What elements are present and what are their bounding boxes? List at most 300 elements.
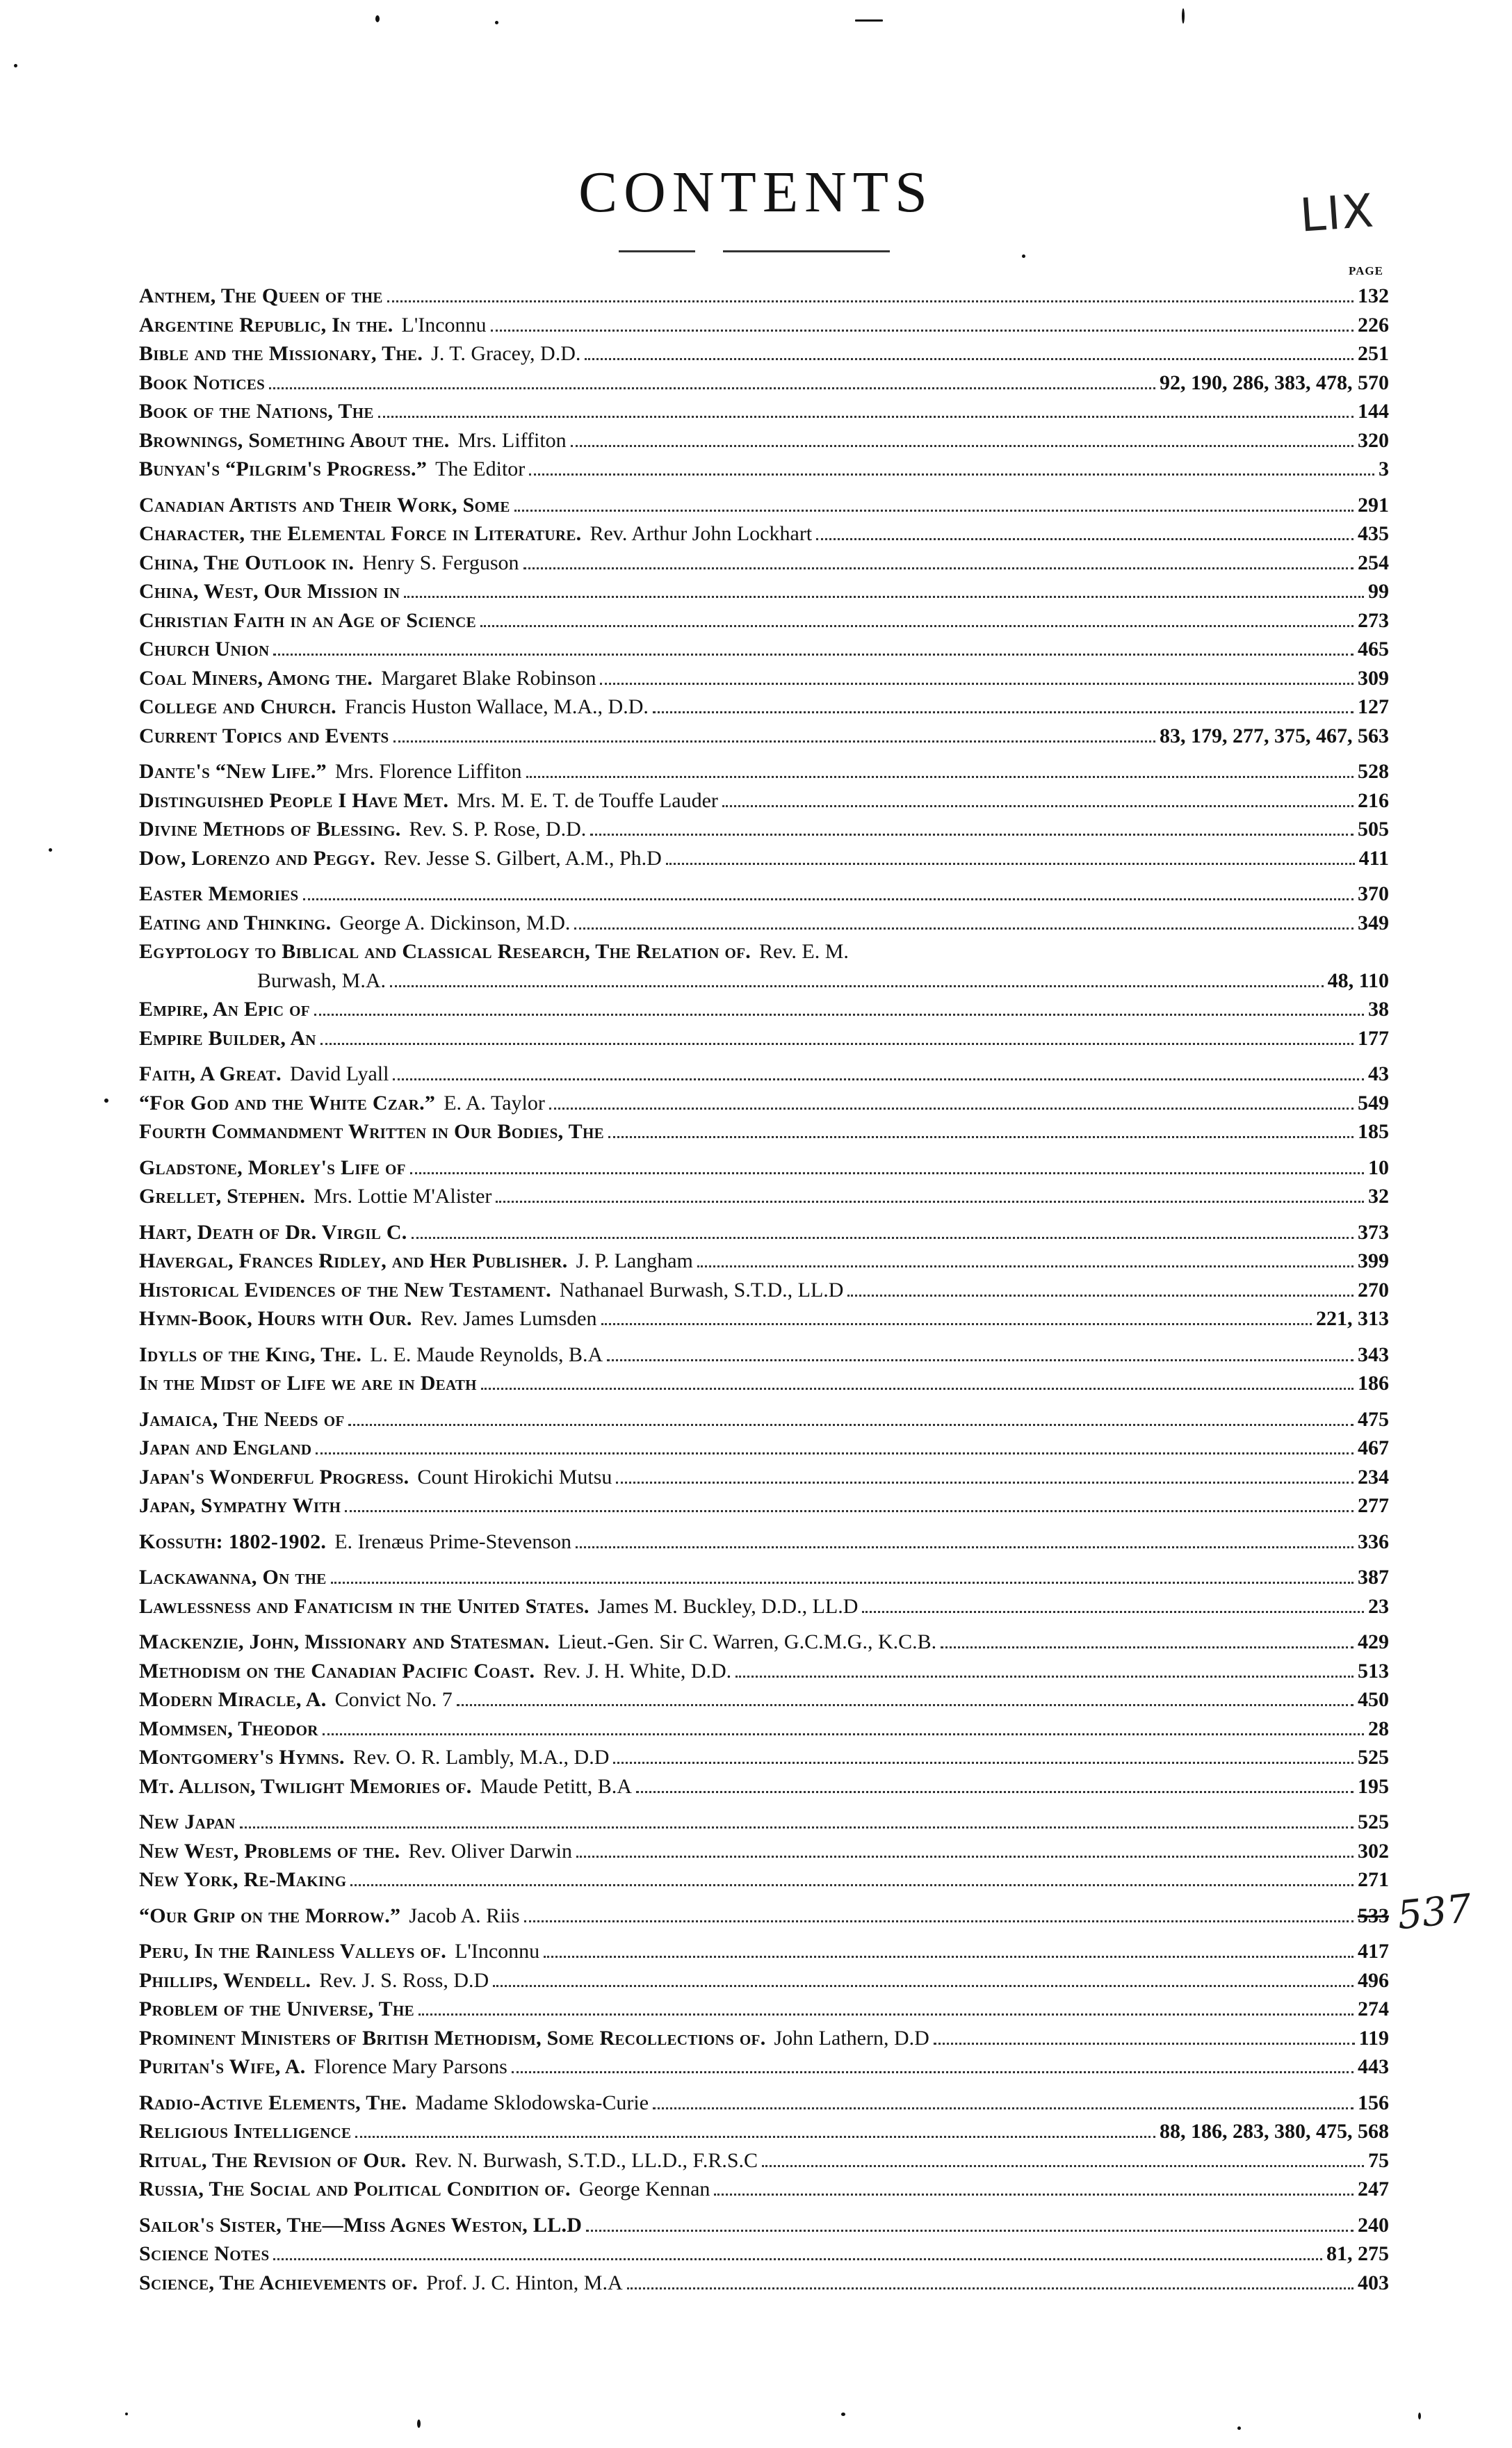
scan-speck bbox=[104, 1099, 108, 1103]
dot-leader bbox=[303, 893, 1354, 900]
entry-author: Convict No. 7 bbox=[334, 1688, 453, 1711]
toc-entry bbox=[139, 2211, 1389, 2240]
dot-leader bbox=[653, 2102, 1354, 2109]
entry-title: China, West, Our Mission in bbox=[139, 580, 400, 603]
entry-page-number: 81, 275 bbox=[1326, 2242, 1389, 2265]
toc-entry bbox=[139, 2024, 1389, 2053]
entry-title: Lackawanna, On the bbox=[139, 1566, 327, 1589]
entry-title: Japan's Wonderful Progress. bbox=[139, 1465, 409, 1489]
dot-leader bbox=[348, 1418, 1354, 1426]
entry-title: Montgomery's Hymns. bbox=[139, 1746, 345, 1769]
entry-title: Science Notes bbox=[139, 2242, 270, 2265]
entry-page-number: 99 bbox=[1368, 580, 1389, 603]
dot-leader bbox=[549, 1102, 1354, 1110]
dot-leader bbox=[636, 1785, 1354, 1793]
toc-entry bbox=[139, 1405, 1389, 1434]
entry-author: Rev. O. R. Lambly, M.A., D.D bbox=[352, 1746, 610, 1769]
dot-leader bbox=[493, 1979, 1354, 1987]
entry-author: L. E. Maude Reynolds, B.A bbox=[370, 1343, 603, 1366]
entry-title: Hart, Death of Dr. Virgil C. bbox=[139, 1220, 407, 1244]
dot-leader bbox=[390, 980, 1324, 987]
dot-leader bbox=[273, 2253, 1322, 2260]
entry-title: Bible and the Missionary, The. bbox=[139, 342, 423, 365]
dot-leader bbox=[331, 1576, 1354, 1584]
entry-title: Science, The Achievements of. bbox=[139, 2271, 418, 2294]
entry-title: Fourth Commandment Written in Our Bodies, The bbox=[139, 1120, 604, 1143]
dot-leader bbox=[378, 410, 1354, 418]
dot-leader bbox=[601, 1318, 1312, 1325]
entry-page-number: 32 bbox=[1368, 1185, 1389, 1208]
entry-title: Kossuth: 1802-1902. bbox=[139, 1530, 327, 1553]
entry-title: Idylls of the King, The. bbox=[139, 1343, 362, 1366]
entry-page-number: 28 bbox=[1368, 1717, 1389, 1740]
scan-speck bbox=[495, 21, 498, 24]
toc-entry bbox=[139, 1491, 1389, 1521]
toc-entry bbox=[139, 1715, 1389, 1744]
entry-page-number: 226 bbox=[1358, 313, 1389, 337]
entry-title: Historical Evidences of the New Testament. bbox=[139, 1278, 551, 1302]
entry-page-number: 399 bbox=[1358, 1249, 1389, 1272]
entry-page-number: 240 bbox=[1358, 2213, 1389, 2237]
contents-list bbox=[139, 282, 1389, 2297]
entry-title: Russia, The Social and Political Condition of. bbox=[139, 2178, 571, 2200]
entry-author: Nathanael Burwash, S.T.D., LL.D bbox=[559, 1278, 844, 1302]
scan-speck bbox=[1237, 2426, 1241, 2430]
entry-author: Rev. Arthur John Lockhart bbox=[590, 522, 813, 545]
entry-page-number: 43 bbox=[1368, 1062, 1389, 1085]
scan-speck bbox=[1182, 8, 1185, 24]
entry-page-number: 195 bbox=[1358, 1774, 1389, 1798]
dot-leader bbox=[480, 619, 1354, 627]
entry-author: Lieut.-Gen. Sir C. Warren, G.C.M.G., K.C.B. bbox=[558, 1630, 937, 1653]
toc-entry bbox=[139, 1060, 1389, 1089]
scan-speck bbox=[417, 2419, 421, 2428]
entry-title: Religious Intelligence bbox=[139, 2120, 352, 2143]
dot-leader bbox=[529, 468, 1374, 476]
entry-author: Rev. E. M. bbox=[759, 940, 849, 963]
entry-page-number: 132 bbox=[1358, 284, 1389, 307]
dot-leader bbox=[524, 1915, 1354, 1922]
toc-entry bbox=[139, 1434, 1389, 1463]
entry-author: L'Inconnu bbox=[455, 1940, 540, 1963]
entry-title: In the Midst of Life we are in Death bbox=[139, 1372, 477, 1395]
entry-page-number: 435 bbox=[1358, 522, 1389, 545]
dot-leader bbox=[512, 2066, 1354, 2073]
toc-entry bbox=[139, 1247, 1389, 1276]
toc-entry bbox=[139, 1304, 1389, 1334]
toc-entry bbox=[139, 311, 1389, 340]
entry-title: Peru, In the Rainless Valleys of. bbox=[139, 1940, 447, 1963]
entry-author: Rev. J. S. Ross, D.D bbox=[319, 1968, 489, 1992]
toc-entry bbox=[139, 1808, 1389, 1837]
toc-entry bbox=[139, 1218, 1389, 1247]
entry-author: David Lyall bbox=[289, 1062, 389, 1085]
entry-author: Henry S. Ferguson bbox=[362, 551, 519, 574]
toc-entry bbox=[139, 549, 1389, 578]
toc-entry bbox=[139, 2117, 1389, 2146]
entry-title: Book of the Nations, The bbox=[139, 400, 374, 423]
entry-title: Havergal, Frances Ridley, and Her Publisher. bbox=[139, 1249, 568, 1272]
entry-page-number: 10 bbox=[1368, 1156, 1389, 1179]
dot-leader bbox=[320, 1037, 1354, 1045]
toc-entry bbox=[139, 339, 1389, 368]
dot-leader bbox=[608, 1130, 1354, 1138]
dot-leader bbox=[393, 735, 1155, 743]
toc-entry bbox=[139, 722, 1389, 751]
toc-entry bbox=[139, 880, 1389, 909]
entry-title: Eating and Thinking. bbox=[139, 911, 332, 934]
dot-leader bbox=[934, 2037, 1355, 2045]
dot-leader bbox=[627, 2282, 1354, 2289]
toc-entry bbox=[139, 2052, 1389, 2082]
toc-entry bbox=[139, 909, 1389, 938]
entry-page-number: 144 bbox=[1358, 400, 1389, 423]
toc-entry bbox=[139, 282, 1389, 311]
entry-page-number: 38 bbox=[1368, 998, 1389, 1021]
entry-page-number: 387 bbox=[1358, 1566, 1389, 1589]
toc-entry bbox=[139, 397, 1389, 426]
entry-title: Phillips, Wendell. bbox=[139, 1968, 311, 1992]
entry-page-number: 309 bbox=[1358, 666, 1389, 690]
entry-title: Book Notices bbox=[139, 371, 266, 394]
entry-title: Bunyan's “Pilgrim's Progress.” bbox=[139, 457, 428, 480]
entry-page-number: 216 bbox=[1358, 788, 1389, 812]
dot-leader bbox=[574, 922, 1354, 930]
toc-entry bbox=[139, 1527, 1389, 1557]
entry-title: Church Union bbox=[139, 638, 270, 660]
entry-title: Mt. Allison, Twilight Memories of. bbox=[139, 1774, 472, 1798]
entry-page-number: 271 bbox=[1358, 1868, 1389, 1891]
toc-entry bbox=[139, 1340, 1389, 1370]
entry-page-number: 221, 313 bbox=[1316, 1307, 1389, 1330]
entry-page-number: 475 bbox=[1358, 1407, 1389, 1431]
dot-leader bbox=[345, 1505, 1354, 1512]
entry-author: Mrs. M. E. T. de Touffe Lauder bbox=[457, 788, 718, 812]
toc-entry bbox=[139, 2269, 1389, 2298]
toc-entry bbox=[139, 1563, 1389, 1592]
toc-entry bbox=[139, 1276, 1389, 1305]
dot-leader bbox=[350, 1879, 1354, 1886]
entry-title: Gladstone, Morley's Life of bbox=[139, 1156, 406, 1179]
toc-entry bbox=[139, 1182, 1389, 1211]
toc-entry bbox=[139, 1592, 1389, 1621]
entry-author: Rev. Jesse S. Gilbert, A.M., Ph.D bbox=[384, 846, 662, 870]
entry-page-number: 277 bbox=[1358, 1494, 1389, 1517]
toc-entry bbox=[139, 635, 1389, 664]
entry-page-number: 119 bbox=[1358, 2026, 1389, 2050]
entry-title: Hymn-Book, Hours with Our. bbox=[139, 1307, 412, 1330]
entry-page-number: 48, 110 bbox=[1327, 968, 1389, 992]
scan-speck bbox=[49, 848, 52, 852]
entry-page-number: 411 bbox=[1358, 846, 1389, 870]
entry-page-number: 186 bbox=[1358, 1372, 1389, 1395]
entry-page-number: 88, 186, 283, 380, 475, 568 bbox=[1160, 2120, 1389, 2143]
entry-page-number: 185 bbox=[1358, 1120, 1389, 1143]
toc-entry bbox=[139, 1937, 1389, 1966]
handwritten-page-mark: LIX bbox=[1298, 184, 1377, 243]
dot-leader bbox=[816, 533, 1354, 540]
entry-title: Egyptology to Biblical and Classical Research, The Relation of. bbox=[139, 940, 751, 963]
dot-leader bbox=[762, 2159, 1364, 2167]
entry-page-number: 3 bbox=[1379, 457, 1389, 480]
entry-title: Empire, An Epic of bbox=[139, 998, 310, 1021]
dot-leader bbox=[393, 1073, 1364, 1080]
entry-author: Rev. N. Burwash, S.T.D., LL.D., F.R.S.C bbox=[414, 2148, 758, 2172]
toc-entry bbox=[139, 455, 1389, 484]
title-rule-left bbox=[619, 250, 695, 252]
dot-leader bbox=[590, 828, 1354, 836]
toc-entry bbox=[139, 491, 1389, 520]
dot-leader bbox=[586, 2224, 1354, 2232]
entry-page-number: 443 bbox=[1358, 2055, 1389, 2078]
entry-title: “Our Grip on the Morrow.” bbox=[139, 1904, 401, 1927]
entry-page-number: 92, 190, 286, 383, 478, 570 bbox=[1160, 371, 1389, 394]
entry-title: “For God and the White Czar.” bbox=[139, 1091, 436, 1114]
dot-leader bbox=[404, 590, 1364, 598]
entry-page-number: 247 bbox=[1358, 2178, 1389, 2200]
dot-leader bbox=[862, 1605, 1364, 1613]
scan-speck bbox=[375, 15, 380, 22]
scan-speck bbox=[14, 64, 17, 67]
toc-entry bbox=[139, 1463, 1389, 1492]
toc-entry bbox=[139, 1628, 1389, 1657]
dot-leader bbox=[418, 2008, 1354, 2016]
dot-leader bbox=[526, 770, 1354, 778]
title-rule-right bbox=[723, 250, 890, 252]
entry-page-number: 533 bbox=[1358, 1904, 1389, 1927]
entry-page-number: 83, 179, 277, 375, 467, 563 bbox=[1160, 724, 1389, 747]
entry-page-number: 467 bbox=[1358, 1436, 1389, 1459]
entry-author: Francis Huston Wallace, M.A., D.D. bbox=[344, 695, 649, 718]
toc-entry bbox=[139, 844, 1389, 873]
entry-author: Maude Petitt, B.A bbox=[480, 1774, 632, 1798]
entry-title: Brownings, Something About the. bbox=[139, 428, 450, 452]
entry-author: Margaret Blake Robinson bbox=[381, 666, 596, 690]
entry-title: College and Church. bbox=[139, 695, 336, 718]
entry-page-number: 343 bbox=[1358, 1343, 1389, 1366]
entry-title: Problem of the Universe, The bbox=[139, 1997, 414, 2020]
entry-title: Japan, Sympathy With bbox=[139, 1494, 341, 1517]
entry-title: Dante's “New Life.” bbox=[139, 760, 327, 783]
entry-author: E. Irenæus Prime-Stevenson bbox=[334, 1530, 571, 1553]
toc-entry bbox=[139, 2089, 1389, 2118]
scan-speck bbox=[841, 2413, 845, 2416]
toc-entry bbox=[139, 1837, 1389, 1866]
dot-leader bbox=[316, 1447, 1354, 1454]
toc-entry bbox=[139, 368, 1389, 398]
dot-leader bbox=[412, 1231, 1354, 1239]
entry-title: New West, Problems of the. bbox=[139, 1839, 400, 1863]
toc-entry bbox=[139, 995, 1389, 1024]
dot-leader bbox=[481, 1382, 1354, 1390]
entry-page-number: 336 bbox=[1358, 1530, 1389, 1553]
entry-page-number: 254 bbox=[1358, 551, 1389, 574]
dot-leader bbox=[355, 2130, 1155, 2138]
toc-entry bbox=[139, 1117, 1389, 1146]
toc-entry bbox=[139, 1657, 1389, 1686]
toc-entry bbox=[139, 1865, 1389, 1895]
toc-entry bbox=[139, 664, 1389, 693]
dot-leader bbox=[544, 1950, 1354, 1958]
scan-speck bbox=[1418, 2413, 1421, 2419]
entry-title: Current Topics and Events bbox=[139, 724, 389, 747]
toc-entry bbox=[139, 1685, 1389, 1715]
page-column-header: PAGE bbox=[1349, 264, 1383, 277]
toc-entry bbox=[139, 1902, 1389, 1931]
entry-page-number: 513 bbox=[1358, 1659, 1389, 1683]
entry-page-number: 127 bbox=[1358, 695, 1389, 718]
entry-title: New York, Re-Making bbox=[139, 1868, 347, 1891]
entry-author: Prof. J. C. Hinton, M.A bbox=[426, 2271, 623, 2294]
dot-leader bbox=[314, 1008, 1364, 1016]
entry-title: Puritan's Wife, A. bbox=[139, 2055, 306, 2078]
entry-title: Mommsen, Theodor bbox=[139, 1717, 318, 1740]
toc-entry bbox=[139, 786, 1389, 816]
entry-title: Jamaica, The Needs of bbox=[139, 1407, 345, 1431]
entry-title: Prominent Ministers of British Methodism, Some Recollections of. bbox=[139, 2026, 766, 2050]
entry-author: Rev. James Lumsden bbox=[420, 1307, 597, 1330]
entry-title: New Japan bbox=[139, 1810, 236, 1833]
dot-leader bbox=[496, 1195, 1364, 1203]
toc-entry bbox=[139, 519, 1389, 549]
entry-title: Grellet, Stephen. bbox=[139, 1185, 306, 1208]
toc-entry bbox=[139, 966, 1389, 996]
dot-leader bbox=[387, 295, 1354, 302]
toc-entry bbox=[139, 1089, 1389, 1118]
entry-page-number: 549 bbox=[1358, 1091, 1389, 1114]
entry-page-number: 274 bbox=[1358, 1997, 1389, 2020]
dot-leader bbox=[653, 706, 1354, 713]
entry-title: Divine Methods of Blessing. bbox=[139, 818, 401, 841]
dot-leader bbox=[697, 1260, 1354, 1267]
dot-leader bbox=[616, 1476, 1354, 1484]
entry-page-number: 465 bbox=[1358, 638, 1389, 660]
entry-page-number: 75 bbox=[1368, 2148, 1389, 2172]
toc-entry bbox=[139, 815, 1389, 844]
dot-leader bbox=[666, 857, 1355, 865]
toc-entry bbox=[139, 1743, 1389, 1772]
scan-speck bbox=[1022, 254, 1025, 258]
entry-page-number: 528 bbox=[1358, 760, 1389, 783]
toc-entry bbox=[139, 2239, 1389, 2269]
entry-page-number: 429 bbox=[1358, 1630, 1389, 1653]
entry-title: Methodism on the Canadian Pacific Coast. bbox=[139, 1659, 535, 1683]
entry-page-number: 496 bbox=[1358, 1968, 1389, 1992]
entry-author: Rev. Oliver Darwin bbox=[408, 1839, 572, 1863]
entry-author: George Kennan bbox=[578, 2178, 710, 2200]
toc-entry bbox=[139, 1966, 1389, 1995]
entry-page-number: 156 bbox=[1358, 2091, 1389, 2114]
dot-leader bbox=[613, 1756, 1354, 1764]
toc-entry bbox=[139, 577, 1389, 606]
entry-page-number: 302 bbox=[1358, 1839, 1389, 1863]
entry-page-number: 373 bbox=[1358, 1220, 1389, 1244]
toc-entry bbox=[139, 692, 1389, 722]
toc-entry bbox=[139, 1772, 1389, 1801]
entry-title: Radio-Active Elements, The. bbox=[139, 2091, 407, 2114]
entry-title: Modern Miracle, A. bbox=[139, 1688, 327, 1711]
entry-author: John Lathern, D.D bbox=[774, 2026, 929, 2050]
entry-author: Florence Mary Parsons bbox=[314, 2055, 507, 2078]
entry-page-number: 450 bbox=[1358, 1688, 1389, 1711]
entry-title: Lawlessness and Fanaticism in the United States. bbox=[139, 1594, 590, 1618]
dot-leader bbox=[576, 1850, 1354, 1858]
entry-title: Character, the Elemental Force in Literature. bbox=[139, 522, 582, 545]
entry-author: Rev. S. P. Rose, D.D. bbox=[409, 818, 587, 841]
entry-author: James M. Buckley, D.D., LL.D bbox=[597, 1594, 859, 1618]
entry-page-number: 525 bbox=[1358, 1746, 1389, 1769]
dot-leader bbox=[735, 1670, 1354, 1678]
entry-page-number: 525 bbox=[1358, 1810, 1389, 1833]
entry-page-number: 177 bbox=[1358, 1026, 1389, 1050]
entry-page-number: 251 bbox=[1358, 342, 1389, 365]
entry-page-number: 370 bbox=[1358, 882, 1389, 905]
toc-entry bbox=[139, 2146, 1389, 2175]
dot-leader bbox=[269, 382, 1155, 389]
entry-title: Japan and England bbox=[139, 1436, 312, 1459]
dot-leader bbox=[523, 562, 1354, 569]
entry-title: Dow, Lorenzo and Peggy. bbox=[139, 846, 376, 870]
scan-speck bbox=[125, 2413, 128, 2415]
dot-leader bbox=[410, 1167, 1364, 1174]
entry-author: Burwash, M.A. bbox=[257, 968, 386, 992]
dot-leader bbox=[571, 439, 1354, 447]
dot-leader bbox=[607, 1354, 1354, 1361]
entry-page-number: 291 bbox=[1358, 493, 1389, 517]
entry-page-number: 403 bbox=[1358, 2271, 1389, 2294]
scan-speck bbox=[855, 19, 883, 22]
entry-author: Jacob A. Riis bbox=[409, 1904, 520, 1927]
entry-title: Sailor's Sister, The—Miss Agnes Weston, LL.D bbox=[139, 2213, 583, 2237]
toc-entry bbox=[139, 937, 1389, 966]
entry-author: Count Hirokichi Mutsu bbox=[417, 1465, 612, 1489]
entry-page-number: 505 bbox=[1358, 818, 1389, 841]
entry-title: Easter Memories bbox=[139, 882, 299, 905]
entry-author: George A. Dickinson, M.D. bbox=[339, 911, 571, 934]
entry-author: The Editor bbox=[435, 457, 526, 480]
entry-author: E. A. Taylor bbox=[444, 1091, 545, 1114]
page-title: CONTENTS bbox=[578, 160, 934, 225]
entry-page-number: 23 bbox=[1368, 1594, 1389, 1618]
entry-title: Canadian Artists and Their Work, Some bbox=[139, 493, 510, 517]
entry-title: Argentine Republic, In the. bbox=[139, 313, 393, 337]
entry-page-number: 417 bbox=[1358, 1940, 1389, 1963]
toc-entry bbox=[139, 606, 1389, 635]
entry-title: Anthem, The Queen of the bbox=[139, 284, 383, 307]
dot-leader bbox=[273, 648, 1354, 656]
entry-title: Christian Faith in an Age of Science bbox=[139, 608, 476, 632]
entry-page-number: 273 bbox=[1358, 608, 1389, 632]
entry-title: Coal Miners, Among the. bbox=[139, 666, 373, 690]
entry-author: J. T. Gracey, D.D. bbox=[431, 342, 581, 365]
dot-leader bbox=[457, 1699, 1354, 1706]
handwritten-margin-note: 537 bbox=[1395, 1886, 1474, 1939]
dot-leader bbox=[491, 324, 1354, 332]
dot-leader bbox=[600, 677, 1354, 685]
entry-page-number: 320 bbox=[1358, 428, 1389, 452]
dot-leader bbox=[323, 1728, 1364, 1735]
entry-title: Mackenzie, John, Missionary and Statesman. bbox=[139, 1630, 550, 1653]
entry-author: Mrs. Liffiton bbox=[457, 428, 567, 452]
toc-entry bbox=[139, 426, 1389, 455]
dot-leader bbox=[240, 1821, 1354, 1829]
entry-author: Mrs. Lottie M'Alister bbox=[314, 1185, 492, 1208]
toc-entry bbox=[139, 1369, 1389, 1398]
entry-page-number: 234 bbox=[1358, 1465, 1389, 1489]
toc-entry bbox=[139, 1153, 1389, 1183]
entry-title: Empire Builder, An bbox=[139, 1026, 316, 1050]
toc-entry bbox=[139, 1024, 1389, 1053]
